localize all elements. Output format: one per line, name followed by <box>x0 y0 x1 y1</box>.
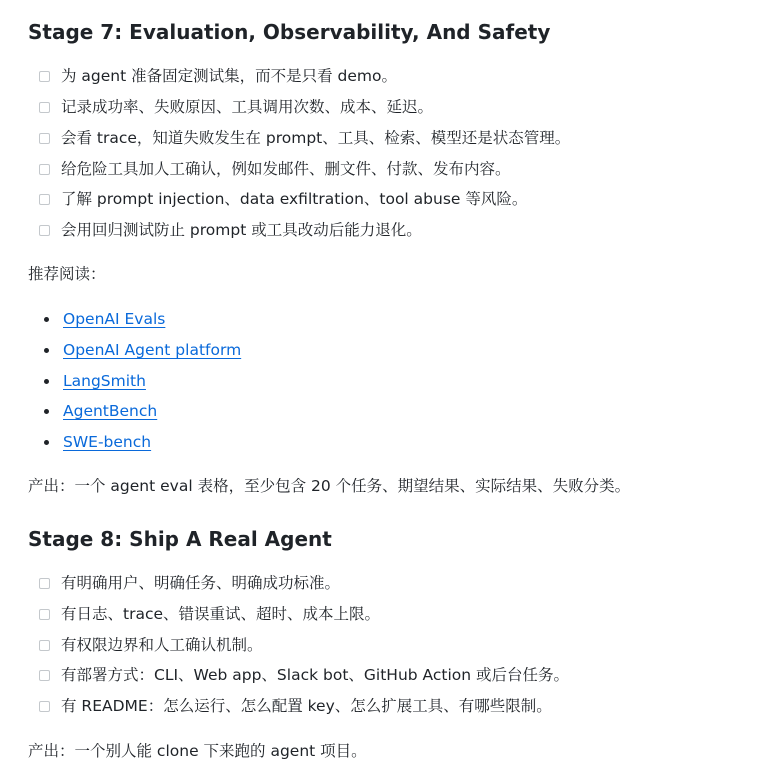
bullet-dot <box>44 440 49 445</box>
link-openai-evals[interactable]: OpenAI Evals <box>63 310 166 328</box>
task-text: 给危险工具加人工确认，例如发邮件、删文件、付款、发布内容。 <box>61 160 511 178</box>
task-checkbox[interactable] <box>39 609 50 620</box>
stage8-task-5 <box>39 694 552 718</box>
task-text: 有明确用户、明确任务、明确成功标准。 <box>61 574 341 592</box>
stage7-task-1 <box>39 64 397 88</box>
stage7-task-6 <box>39 218 422 242</box>
task-checkbox[interactable] <box>39 225 50 236</box>
task-checkbox[interactable] <box>39 640 50 651</box>
task-text: 记录成功率、失败原因、工具调用次数、成本、延迟。 <box>61 98 434 116</box>
bullet-dot <box>44 348 49 353</box>
stage8-task-2 <box>39 602 380 626</box>
task-text: 有日志、trace、错误重试、超时、成本上限。 <box>61 605 381 623</box>
task-checkbox[interactable] <box>39 701 50 712</box>
bullet-dot <box>44 409 49 414</box>
reading-list-item <box>44 307 165 331</box>
task-text: 为 agent 准备固定测试集，而不是只看 demo。 <box>61 67 398 85</box>
stage8-task-1 <box>39 571 340 595</box>
link-agentbench[interactable]: AgentBench <box>63 402 158 420</box>
link-swe-bench[interactable]: SWE-bench <box>63 433 152 451</box>
task-text: 了解 prompt injection、data exfiltration、tool abuse 等风险。 <box>61 190 528 208</box>
stage8-task-4 <box>39 663 569 687</box>
stage7-task-4 <box>39 157 511 181</box>
stage7-task-3 <box>39 126 570 150</box>
reading-list-item <box>44 338 241 362</box>
stage8-output: 产出：一个别人能 clone 下来跑的 agent 项目。 <box>28 742 367 760</box>
stage7-heading: Stage 7: Evaluation, Observability, And Safety <box>28 20 551 44</box>
task-text: 会看 trace，知道失败发生在 prompt、工具、检索、模型还是状态管理。 <box>61 129 571 147</box>
task-checkbox[interactable] <box>39 670 50 681</box>
reading-list-item <box>44 430 151 454</box>
stage8-heading: Stage 8: Ship A Real Agent <box>28 527 332 551</box>
stage7-output: 产出：一个 agent eval 表格，至少包含 20 个任务、期望结果、实际结果、失败分类。 <box>28 477 631 495</box>
link-langsmith[interactable]: LangSmith <box>63 372 146 390</box>
task-text: 会用回归测试防止 prompt 或工具改动后能力退化。 <box>61 221 422 239</box>
reading-list-item <box>44 399 157 423</box>
task-checkbox[interactable] <box>39 164 50 175</box>
reading-label: 推荐阅读： <box>28 265 106 283</box>
bullet-dot <box>44 379 49 384</box>
task-checkbox[interactable] <box>39 133 50 144</box>
task-checkbox[interactable] <box>39 194 50 205</box>
bullet-dot <box>44 317 49 322</box>
stage8-task-3 <box>39 633 263 657</box>
stage7-task-2 <box>39 95 433 119</box>
task-text: 有 README：怎么运行、怎么配置 key、怎么扩展工具、有哪些限制。 <box>61 697 552 715</box>
task-checkbox[interactable] <box>39 102 50 113</box>
task-text: 有部署方式：CLI、Web app、Slack bot、GitHub Action 或后台任务。 <box>61 666 570 684</box>
reading-list-item <box>44 369 146 393</box>
stage7-task-5 <box>39 187 527 211</box>
task-checkbox[interactable] <box>39 71 50 82</box>
link-openai-agent-platform[interactable]: OpenAI Agent platform <box>63 341 242 359</box>
task-checkbox[interactable] <box>39 578 50 589</box>
task-text: 有权限边界和人工确认机制。 <box>61 636 263 654</box>
